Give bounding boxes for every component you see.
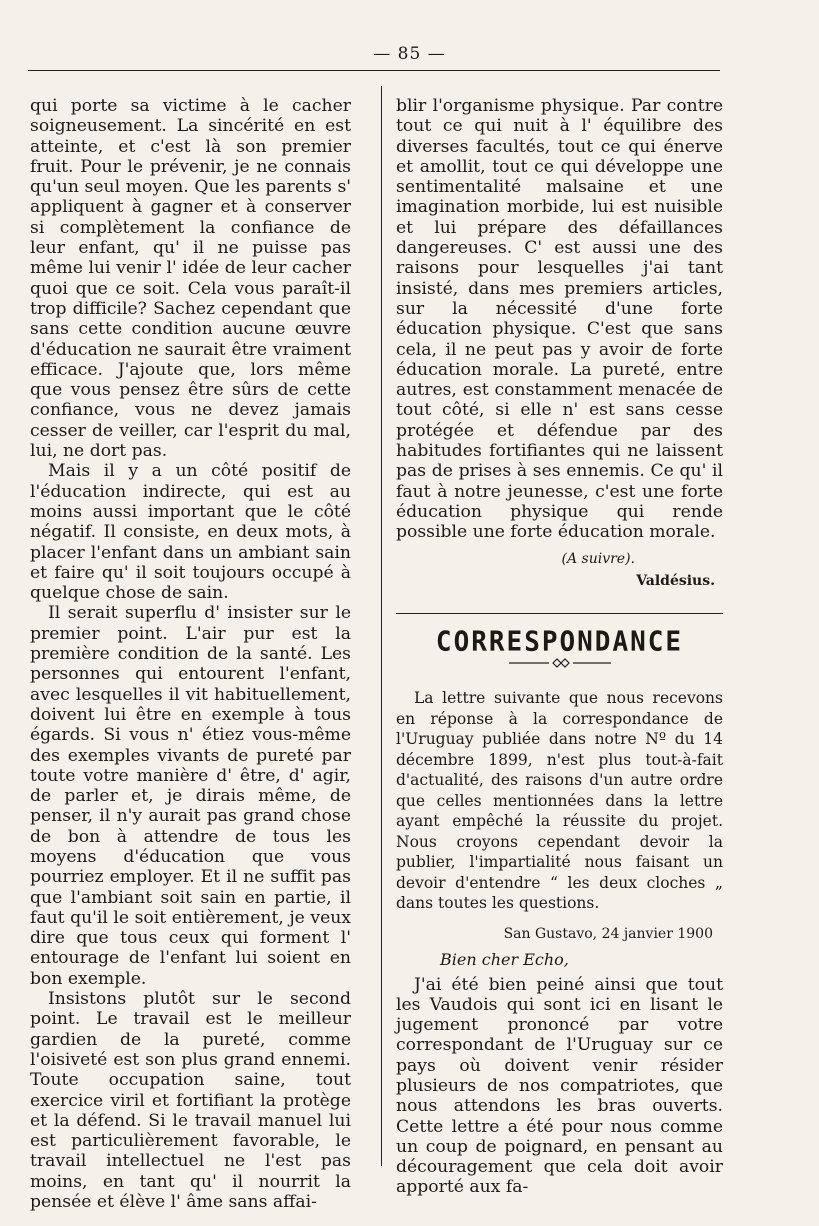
right-column xyxy=(396,96,723,1198)
letter-body: J'ai été bien peiné ainsi que tout les Vaudois qui sont ici en lisant le jugement prononcé par votre correspondant de l'Uruguay sur ce pays où doivent venir résider plusieurs de nos compatriotes, que nous attendons les bras ouverts. Cette lettre a été pour nous comme un coup de poignard, en pensant au découragement que cela doit avoir apporté aux fa- xyxy=(396,974,723,1198)
left-paragraph-2: Mais il y a un côté positif de l'éducation indirecte, qui est au moins aussi important que le côté négatif. Il consiste, en deux mots, à placer l'enfant dans un ambiant sain et faire qu' il soit toujours occupé à quelque chose de sain. xyxy=(30,461,351,604)
section-title: CORRESPONDANCE xyxy=(435,626,684,658)
top-rule xyxy=(28,70,720,71)
to-be-continued: (A suivre). xyxy=(561,550,635,567)
letter-salutation: Bien cher Echo, xyxy=(440,950,569,970)
right-paragraph-continuation: blir l'organisme physique. Par contre tout ce qui nuit à l' équilibre des diverses facultés, tout ce qui énerve et amollit, tout ce qui développe une sentimentalité malsaine et une imagination morbide, lui est nuisible et lui prépare des défaillances dangereuses. C' est aussi une des raisons pour lesquelles j'ai tant insisté, dans mes premiers articles, sur la nécessité d'une forte éducation physique. C'est que sans cela, il ne peut pas y avoir de forte éducation morale. La pureté, entre autres, est constamment menacée de tout côté, si elle n' est sans cesse protégée et défendue par des habitudes fortifiantes qui ne laissent pas de prises à ses ennemis. Ce qu' il faut à notre jeunesse, c'est une forte éducation physique qui rende possible une forte éducation morale. xyxy=(396,96,723,543)
left-paragraph-3: Il serait superflu d' insister sur le premier point. L'air pur est la première condition de la santé. Les personnes qui entourent l'enfant, avec lesquelles il vit habituellement, doivent lui être en exemple à tous égards. Si vous n' étiez vous-même des exemples vivants de pureté par toute votre manière d' être, d' agir, de parler et, je dirais même, de penser, il n'y aurait pas grand chose de bon à attendre de tous les moyens d'éducation que vous pourriez employer. Et il ne suffit pas que l'ambiant soit sain en partie, il faut qu'il le soit entièrement, je veux dire que tous ceux qui forment l' entourage de l'enfant lui soient en bon exemple. xyxy=(30,603,351,989)
ornament-divider xyxy=(505,656,615,670)
left-column xyxy=(30,96,351,1212)
page-number: — 85 — xyxy=(373,44,446,64)
letter-dateline: San Gustavo, 24 janvier 1900 xyxy=(503,925,713,942)
left-paragraph-1: qui porte sa victime à le cacher soigneusement. La sincérité en est atteinte, et c'est là son premier fruit. Pour le prévenir, je ne connais qu'un seul moyen. Que les parents s' appliquent à gagner et à conserver si complètement la confiance de leur enfant, qu' il ne puisse pas même lui venir l' idée de leur cacher quoi que ce soit. Cela vous paraît-il trop difficile? Sachez cependant que sans cette condition aucune œuvre d'éducation ne saurait être vraiment efficace. J'ajoute que, lors même que vous pensez être sûrs de cette confiance, vous ne devez jamais cesser de veiller, car l'esprit du mal, lui, ne dort pas. xyxy=(30,96,351,462)
article-author: Valdésius. xyxy=(636,572,715,589)
left-paragraph-4: Insistons plutôt sur le second point. Le travail est le meilleur gardien de la pureté, comme l'oisiveté est son plus grand ennemi. Toute occupation saine, tout exercice viril et fortifiant la protège et la défend. Si le travail manuel lui est particulièrement favorable, le travail intellectuel ne l'est pas moins, en tant qu' il nourrit la pensée et élève l' âme sans affai- xyxy=(30,989,351,1213)
column-divider xyxy=(381,86,382,1166)
correspondence-intro: La lettre suivante que nous recevons en réponse à la correspondance de l'Uruguay publiée dans notre Nº du 14 décembre 1899, n'est plus tout-à-fait d'actualité, des raisons d'un autre ordre que celles mentionnées dans la lettre ayant empêché la réussite du projet. Nous croyons cependant devoir la publier, l'impartialité nous faisant un devoir d'entendre “ les deux cloches „ dans toutes les questions. xyxy=(396,689,723,913)
section-rule xyxy=(396,613,723,614)
